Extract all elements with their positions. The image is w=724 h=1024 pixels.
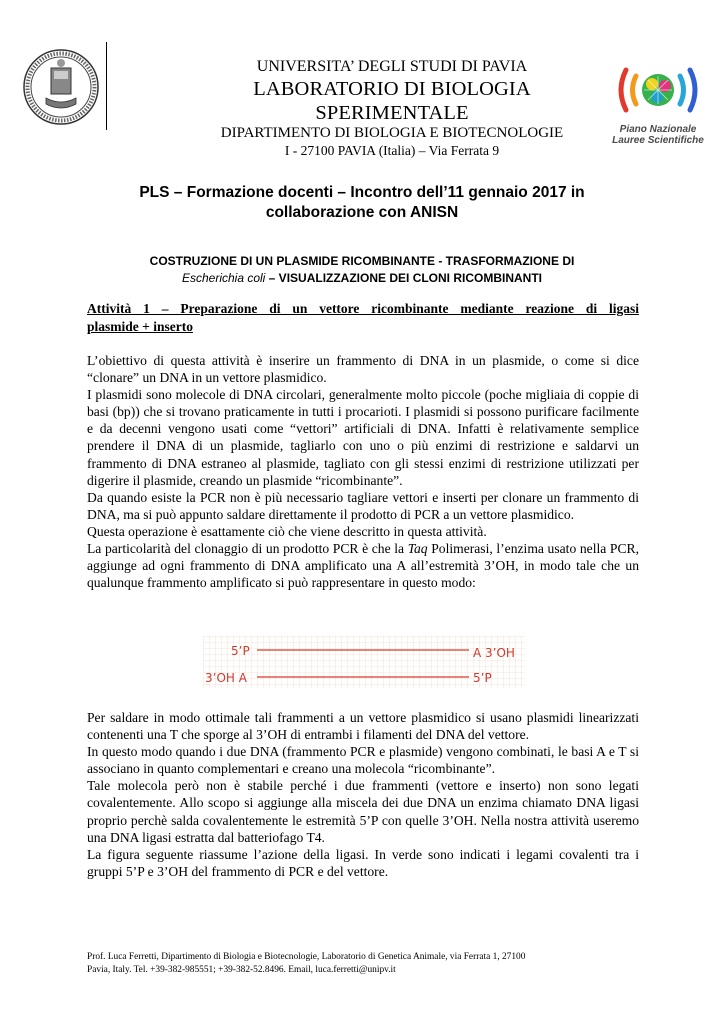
paragraph: Tale molecola però non è stabile perché i due frammenti (vettore e inserto) non sono legati covalentemente. Allo scopo si aggiunge alla miscela dei due DNA un enzima chiamato DNA ligasi proprio perchè salda covalentemente le estremità 5’P con quelle 3’OH. Nella nostra attività useremo una DNA ligasi estratta dal batteriofago T4.: [87, 778, 639, 845]
subtitle-line2-rest: – VISUALIZZAZIONE DEI CLONI RICOMBINANTI: [265, 270, 543, 285]
header-divider: [106, 42, 107, 130]
laboratory-name: LABORATORIO DI BIOLOGIA SPERIMENTALE: [253, 77, 531, 125]
subtitle-species: Escherichia coli: [181, 270, 266, 285]
label-top-left: 5’P: [231, 644, 250, 658]
paragraph: Da quando esiste la PCR non è più necessario tagliare vettori e inserti per clonare un frammento di DNA, ma si può appunto saldare direttamente il prodotto di PCR a un vettore plasmidico.: [87, 489, 639, 522]
label-bottom-right: 5’P: [473, 671, 492, 685]
page-footer: [87, 951, 647, 977]
title-line1: PLS – Formazione docenti – Incontro dell’11 gennaio 2017 in: [139, 184, 585, 201]
department-name: DIPARTIMENTO DI BIOLOGIA E BIOTECNOLOGIE: [220, 125, 564, 142]
paragraph: I plasmidi sono molecole di DNA circolari, generalmente molto piccole (poche migliaia di coppie di basi (bp)) che si trovano praticamente in tutti i procarioti. I plasmidi si possono purificare facilmente e da decenni vengono usati come “vettori” artificiali di DNA. Infatti è relativamente semplice prendere il DNA di un plasmide, tagliarlo con uno o più enzimi di restrizione e saldarvi un frammento di DNA estraneo al plasmide, tagliato con gli stessi enzimi di restrizione utilizzati per digerire il plasmide, creando un plasmide “ricombinante”.: [87, 387, 639, 488]
taq-text-before: La particolarità del clonaggio di un prodotto PCR è che la: [87, 541, 408, 557]
paragraph: La figura seguente riassume l’azione della ligasi. In verde sono indicati i legami covalenti tra i gruppi 5’P e 3’OH del frammento di PCR e del vettore.: [87, 846, 639, 879]
body-section-1: [87, 352, 639, 591]
address: I - 27100 PAVIA (Italia) – Via Ferrata 9: [284, 142, 500, 158]
subtitle-line1: COSTRUZIONE DI UN PLASMIDE RICOMBINANTE - TRASFORMAZIONE DI: [149, 254, 575, 268]
activity-heading-line2: plasmide + inserto: [87, 318, 193, 334]
pcr-fragment-figure: [203, 636, 525, 688]
paragraph: In questo modo quando i due DNA (frammento PCR e plasmide) vengono combinati, le basi A e T si associano in quanto complementari e creano una molecola “ricombinante”.: [87, 744, 639, 777]
university-seal-logo: [22, 48, 100, 126]
document-subtitle: [60, 253, 664, 286]
taq-text-after: Polimerasi, l’enzima usato nella PCR, aggiunge ad ogni frammento di DNA amplificato una A all’estremità 3’OH, in modo tale che un qualunque frammento amplificato si può rappresentare in questo modo:: [87, 541, 639, 591]
pls-logo-caption: [612, 125, 704, 146]
document-title: [70, 183, 654, 223]
taq-paragraph: [87, 540, 639, 591]
label-top-right: A 3’OH: [473, 646, 515, 660]
footer-line2: Pavia, Italy. Tel. +39-382-985551; +39-382-52.8496. Email, luca.ferretti@unipv.it: [87, 965, 396, 975]
letterhead: [180, 58, 604, 159]
pls-caption-line1: Piano Nazionale: [619, 124, 697, 135]
footer-line1: Prof. Luca Ferretti, Dipartimento di Biologia e Biotecnologie, Laboratorio di Genetica Animale, via Ferrata 1, 27100: [87, 952, 526, 962]
body-section-2: [87, 709, 639, 880]
paragraph: Questa operazione è esattamente ciò che viene descritto in questa attività.: [87, 523, 487, 539]
pls-caption-line2: Lauree Scientifiche: [612, 134, 704, 146]
label-bottom-left: 3’OH A: [205, 671, 247, 685]
taq-italic: Taq: [407, 541, 428, 557]
university-name: UNIVERSITA’ DEGLI STUDI DI PAVIA: [256, 58, 528, 75]
subtitle-line2: [60, 270, 664, 287]
paragraph: Per saldare in modo ottimale tali frammenti a un vettore plasmidico si usano plasmidi linearizzati contenenti una T che sporge al 3’OH di entrambi i filamenti del DNA del vettore.: [87, 710, 639, 743]
activity-heading-line1: Attività 1 – Preparazione di un vettore ricombinante mediante reazione di ligasi: [87, 301, 639, 316]
paragraph: L’obiettivo di questa attività è inserire un frammento di DNA in un plasmide, o come si dice “clonare” un DNA in un vettore plasmidico.: [87, 353, 639, 386]
title-line2: collaborazione con ANISN: [265, 204, 459, 222]
activity-heading: [87, 300, 639, 336]
